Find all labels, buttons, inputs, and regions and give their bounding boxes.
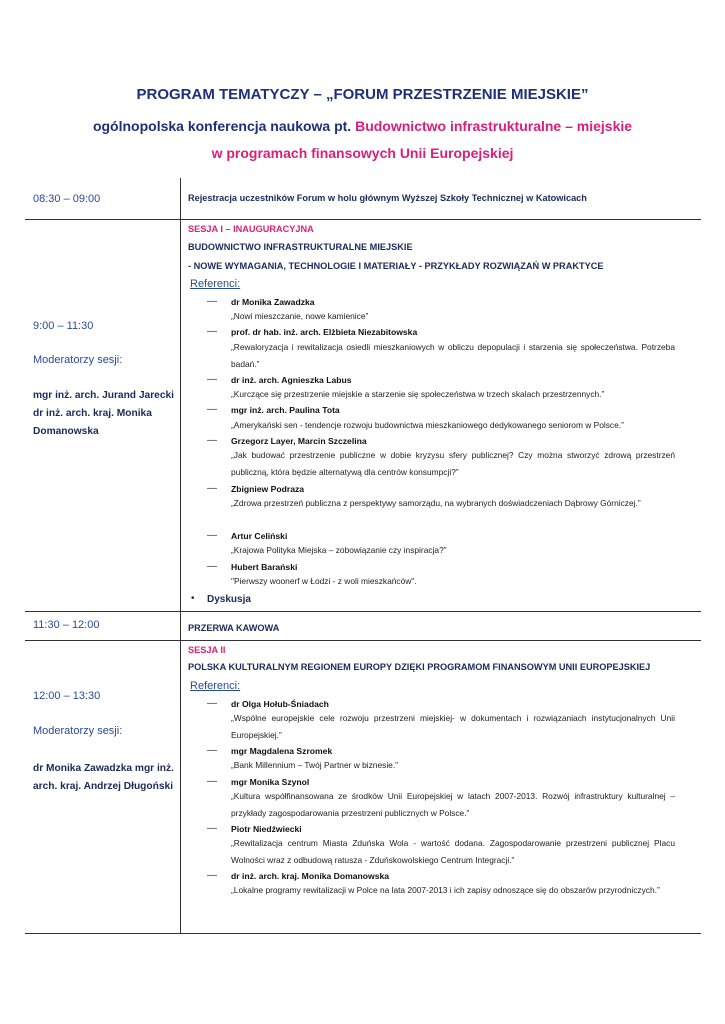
talk-title: „Rewaloryzacja i rewitalizacja osiedli mieszkaniowych w obliczu depopulacji i starzenia się społeczeństwa. Potrzeba badań.” xyxy=(231,342,675,369)
talk-title: „Krajowa Polityka Miejska – zobowiązanie czy inspiracja?” xyxy=(231,545,447,555)
speaker-name: Grzegorz Layer, Marcin Szczelina xyxy=(231,436,367,446)
subtitle-prefix: ogólnopolska konferencja naukowa pt. xyxy=(92,118,352,134)
dash: — xyxy=(207,561,217,572)
speakers-label: Referenci: xyxy=(190,278,241,290)
talk-title: „Kultura współfinansowana ze środków Unii Europejskiej w latach 2007-2013. Rozwój infrastruktury kulturalnej – przykłady zagospodarowania przestrzeni publicznych w Polsce.” xyxy=(231,791,675,818)
dash: — xyxy=(207,326,217,337)
session-title: SESJA I – INAUGURACYJNA xyxy=(188,224,314,234)
speaker-name: Artur Celiński xyxy=(231,531,288,541)
document-title: PROGRAM TEMATYCZY – „FORUM PRZESTRZENIE MIEJSKIE” xyxy=(136,86,589,103)
dash: — xyxy=(207,296,217,307)
dash: — xyxy=(207,483,217,494)
row-divider xyxy=(25,640,701,641)
document-subtitle xyxy=(0,118,725,134)
document-header xyxy=(0,86,725,161)
dash: — xyxy=(207,530,217,541)
discussion-label: Dyskusja xyxy=(207,594,251,605)
moderators-names: dr Monika Zawadzka mgr inż. arch. kraj. Andrzej Długoński xyxy=(33,763,174,792)
talk-title: „Amerykański sen - tendencje rozwoju budownictwa mieszkaniowego dedykowanego seniorom w Polsce.” xyxy=(231,420,624,430)
dash: — xyxy=(207,698,217,709)
row-divider xyxy=(25,219,701,220)
moderators-label: Moderatorzy sesji: xyxy=(33,725,123,737)
talk-title: „Lokalne programy rewitalizacji w Polce na lata 2007-2013 i ich zapisy odnoszące się do obszarów przyrodniczych.” xyxy=(231,885,660,895)
talk-title: „Zdrowa przestrzeń publiczna z perspektywy samorządu, na wybranych doświadczeniach Dąbrowy Górniczej.” xyxy=(231,498,641,508)
time-slot: 08:30 – 09:00 xyxy=(33,193,101,205)
subtitle-highlight: Budownictwo infrastrukturalne – miejskie xyxy=(355,118,633,134)
moderators-names: mgr inż. arch. Jurand Jarecki dr inż. arch. kraj. Monika Domanowska xyxy=(33,390,174,437)
speaker-name: mgr Magdalena Szromek xyxy=(231,746,333,756)
session-topic: - NOWE WYMAGANIA, TECHNOLOGIE I MATERIAŁY - PRZYKŁADY ROZWIĄZAŃ W PRAKTYCE xyxy=(188,261,604,271)
talk-title: "Pierwszy woonerf w Łodzi - z woli mieszkańców". xyxy=(231,576,417,586)
talk-title: „Wspólne europejskie cele rozwoju przestrzeni miejskiej- w dokumentach i rozwiązaniach instytucjonalnych Unii Europejskiej.” xyxy=(231,713,675,740)
speaker-name: Hubert Barański xyxy=(231,562,298,572)
session-topic: POLSKA KULTURALNYM REGIONEM EUROPY DZIĘKI PROGRAMOM FINANSOWYM UNII EUROPEJSKIEJ xyxy=(188,662,651,672)
speakers-label: Referenci: xyxy=(190,680,241,692)
time-slot: 9:00 – 11:30 xyxy=(33,320,94,332)
row-divider xyxy=(25,611,701,612)
coffee-break: PRZERWA KAWOWA xyxy=(188,623,280,633)
speaker-name: prof. dr hab. inż. arch. Elżbieta Niezabitowska xyxy=(231,327,418,337)
dash: — xyxy=(207,823,217,834)
subtitle-line2: w programach finansowych Unii Europejskiej xyxy=(211,145,514,161)
speaker-name: mgr inż. arch. Paulina Tota xyxy=(231,405,340,415)
speaker-name: dr Monika Zawadzka xyxy=(231,297,315,307)
talk-title: „Rewitalizacja centrum Miasta Zduńska Wola - wartość dodana. Zagospodarowanie przestrzeni publicznej Placu Wolności wraz z odbudową ratusza - Zduńskowolskiego Centrum Integracji.” xyxy=(231,838,675,865)
dash: — xyxy=(207,870,217,881)
dash: — xyxy=(207,404,217,415)
speaker-name: dr inż. arch. Agnieszka Labus xyxy=(231,375,352,385)
dash: — xyxy=(207,776,217,787)
session-title: SESJA II xyxy=(188,645,226,655)
registration-info: Rejestracja uczestników Forum w holu głównym Wyższej Szkoły Technicznej w Katowicach xyxy=(188,193,587,203)
time-slot: 11:30 – 12:00 xyxy=(33,619,100,631)
column-divider xyxy=(180,178,181,934)
dash: — xyxy=(207,374,217,385)
session-topic: BUDOWNICTWO INFRASTRUKTURALNE MIEJSKIE xyxy=(188,242,413,252)
dash: — xyxy=(207,435,217,446)
moderators-label: Moderatorzy sesji: xyxy=(33,354,123,366)
row-divider xyxy=(25,933,701,934)
talk-title: „Nowi mieszczanie, nowe kamienice” xyxy=(231,311,369,321)
speaker-name: dr Olga Hołub-Śniadach xyxy=(231,699,329,709)
time-slot: 12:00 – 13:30 xyxy=(33,690,101,702)
dash: — xyxy=(207,745,217,756)
talk-title: „Jak budować przestrzenie publiczne w dobie kryzysu sfery publicznej? Czy można stworzyć zdrową przestrzeń publiczną, która będzie alternatywą dla centrów konsumpcji?” xyxy=(231,450,675,477)
talk-title: „Kurczące się przestrzenie miejskie a starzenie się społeczeństwa w trzech skalach przestrzennych.” xyxy=(231,389,605,399)
speaker-name: dr inż. arch. kraj. Monika Domanowska xyxy=(231,871,390,881)
talk-title: „Bank Millennium – Twój Partner w biznesie.” xyxy=(231,760,398,770)
bullet-icon: • xyxy=(191,593,195,604)
speaker-name: Piotr Niedźwiecki xyxy=(231,824,302,834)
speaker-name: Zbigniew Podraza xyxy=(231,484,305,494)
speaker-name: mgr Monika Szynol xyxy=(231,777,310,787)
